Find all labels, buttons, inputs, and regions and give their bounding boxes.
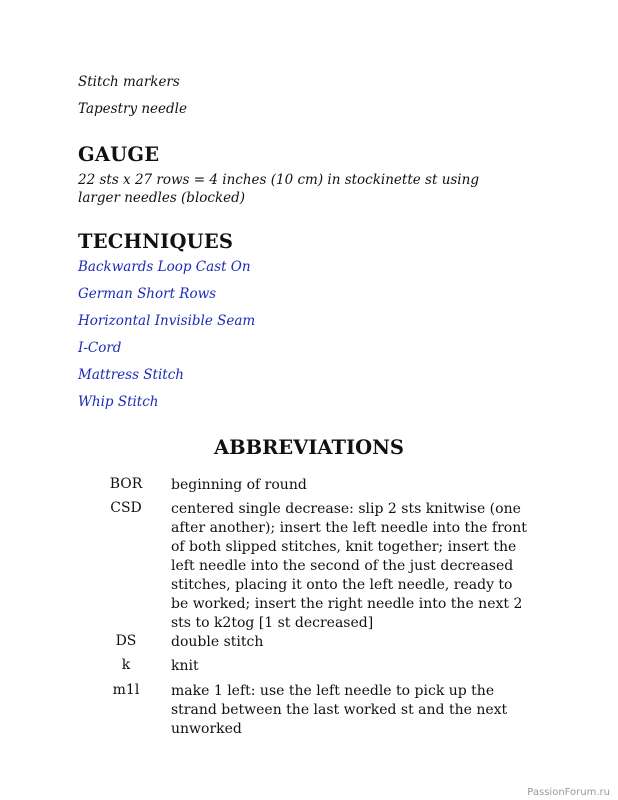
abbreviation-definition: beginning of round (171, 477, 307, 493)
abbreviations-heading: ABBREVIATIONS (213, 436, 404, 459)
technique-link[interactable]: Mattress Stitch (78, 367, 184, 383)
abbreviation-definition: centered single decrease: slip 2 sts knitwise (one after another); insert the left needle into the front of both slipped stitches, knit together; insert the left needle into the second of the just decreased stitches, placing it onto the left needle, ready to be worked; insert the right needle into the next 2 sts to k2tog [1 st decreased] (171, 501, 527, 631)
material-tapestry-needle: Tapestry needle (78, 101, 187, 117)
technique-link[interactable]: Backwards Loop Cast On (78, 259, 251, 275)
material-stitch-markers: Stitch markers (78, 74, 180, 90)
gauge-text: 22 sts x 27 rows = 4 inches (10 cm) in stockinette st using larger needles (blocked) (78, 172, 479, 206)
technique-link[interactable]: Whip Stitch (78, 394, 159, 410)
abbreviation-term: m1l (112, 682, 140, 698)
gauge-heading: GAUGE (78, 143, 160, 166)
technique-link[interactable]: German Short Rows (78, 286, 217, 302)
abbreviation-term: BOR (109, 476, 143, 492)
abbreviation-term: CSD (110, 500, 142, 516)
techniques-heading: TECHNIQUES (78, 230, 234, 253)
abbreviation-definition: make 1 left: use the left needle to pick up the strand between the last worked st and the next unworked (171, 683, 508, 737)
abbreviation-definition: double stitch (171, 634, 264, 650)
watermark: PassionForum.ru (527, 787, 610, 798)
abbreviation-term: DS (115, 633, 137, 649)
abbreviation-term: k (121, 657, 131, 673)
abbreviation-definition: knit (171, 658, 199, 674)
technique-link[interactable]: Horizontal Invisible Seam (78, 313, 256, 329)
technique-link[interactable]: I-Cord (78, 340, 122, 356)
